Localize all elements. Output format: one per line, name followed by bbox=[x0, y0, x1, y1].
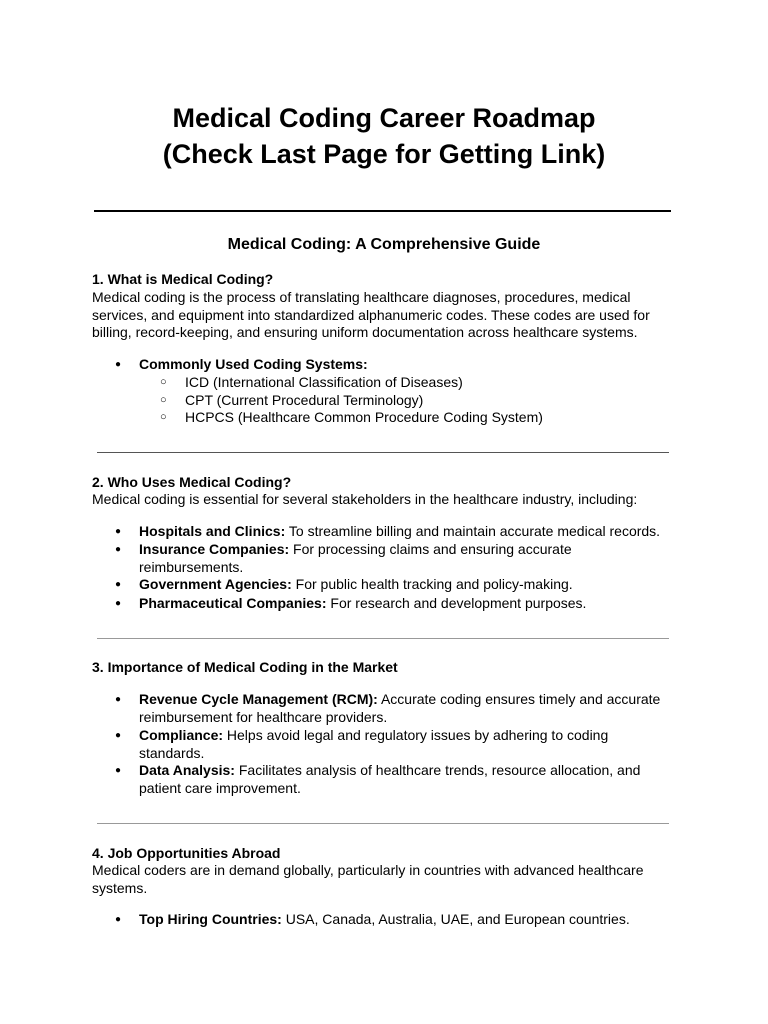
bullet-label: Insurance Companies: bbox=[139, 541, 290, 557]
guide-subtitle: Medical Coding: A Comprehensive Guide bbox=[227, 236, 541, 253]
bullet-label: Pharmaceutical Companies: bbox=[139, 595, 327, 611]
bullet-label: Commonly Used Coding Systems: bbox=[139, 356, 368, 372]
section-2-paragraph: Medical coding is essential for several stakeholders in the healthcare industry, including: bbox=[92, 491, 638, 507]
sub-list-item: ○ CPT (Current Procedural Terminology) bbox=[185, 392, 685, 410]
section-1-heading: 1. What is Medical Coding? bbox=[92, 271, 274, 287]
list-item bbox=[139, 541, 609, 576]
list-item bbox=[139, 762, 664, 797]
bullet-text: For processing claims and ensuring accurate reimbursements. bbox=[139, 541, 572, 575]
bullet-label: Data Analysis: bbox=[139, 762, 235, 778]
bullet-label: Government Agencies: bbox=[139, 576, 292, 592]
page-title-line1: Medical Coding Career Roadmap bbox=[172, 103, 596, 133]
section-4-heading: 4. Job Opportunities Abroad bbox=[92, 845, 281, 861]
page-title-line2: (Check Last Page for Getting Link) bbox=[162, 139, 606, 169]
section-4-paragraph bbox=[92, 862, 682, 897]
paragraph-line: services, and equipment into standardized alphanumeric codes. These codes are used for bbox=[92, 306, 650, 323]
section-divider bbox=[97, 823, 669, 824]
paragraph-line: systems. bbox=[92, 879, 148, 896]
title-divider bbox=[94, 210, 671, 212]
list-item bbox=[139, 523, 679, 541]
section-1-paragraph bbox=[92, 289, 682, 342]
bullet-label: Top Hiring Countries: bbox=[139, 911, 282, 927]
section-divider bbox=[97, 638, 669, 639]
bullet-label: Revenue Cycle Management (RCM): bbox=[139, 691, 378, 707]
bullet-text: For research and development purposes. bbox=[326, 595, 587, 611]
sub-list-item: ○ HCPCS (Healthcare Common Procedure Coding System) bbox=[185, 409, 685, 427]
bullet-label: Compliance: bbox=[139, 727, 224, 743]
paragraph-line: Medical coding is the process of translating healthcare diagnoses, procedures, medical bbox=[92, 289, 631, 305]
bullet-text: Helps avoid legal and regulatory issues by adhering to coding standards. bbox=[139, 727, 609, 761]
bullet-text: Facilitates analysis of healthcare trends, resource allocation, and patient care improvement. bbox=[139, 762, 641, 796]
list-item bbox=[139, 576, 679, 594]
sub-list-item: ○ ICD (International Classification of Diseases) bbox=[185, 374, 685, 392]
bullet-text: To streamline billing and maintain accurate medical records. bbox=[285, 523, 661, 539]
section-divider bbox=[97, 452, 669, 453]
paragraph-line: Medical coders are in demand globally, particularly in countries with advanced healthcare bbox=[92, 862, 644, 878]
list-item bbox=[139, 911, 679, 929]
bullet-text: For public health tracking and policy-making. bbox=[291, 576, 573, 592]
section-2-heading: 2. Who Uses Medical Coding? bbox=[92, 474, 292, 490]
paragraph-line: billing, record-keeping, and ensuring uniform documentation across healthcare systems. bbox=[92, 324, 638, 341]
bullet-label: Hospitals and Clinics: bbox=[139, 523, 286, 539]
section-3-heading: 3. Importance of Medical Coding in the Market bbox=[92, 659, 398, 675]
list-item bbox=[139, 595, 679, 613]
list-item bbox=[139, 356, 679, 374]
bullet-text: Accurate coding ensures timely and accurate reimbursement for healthcare providers. bbox=[139, 691, 661, 725]
bullet-text: USA, Canada, Australia, UAE, and European countries. bbox=[281, 911, 630, 927]
list-item bbox=[139, 691, 679, 726]
list-item bbox=[139, 727, 639, 762]
